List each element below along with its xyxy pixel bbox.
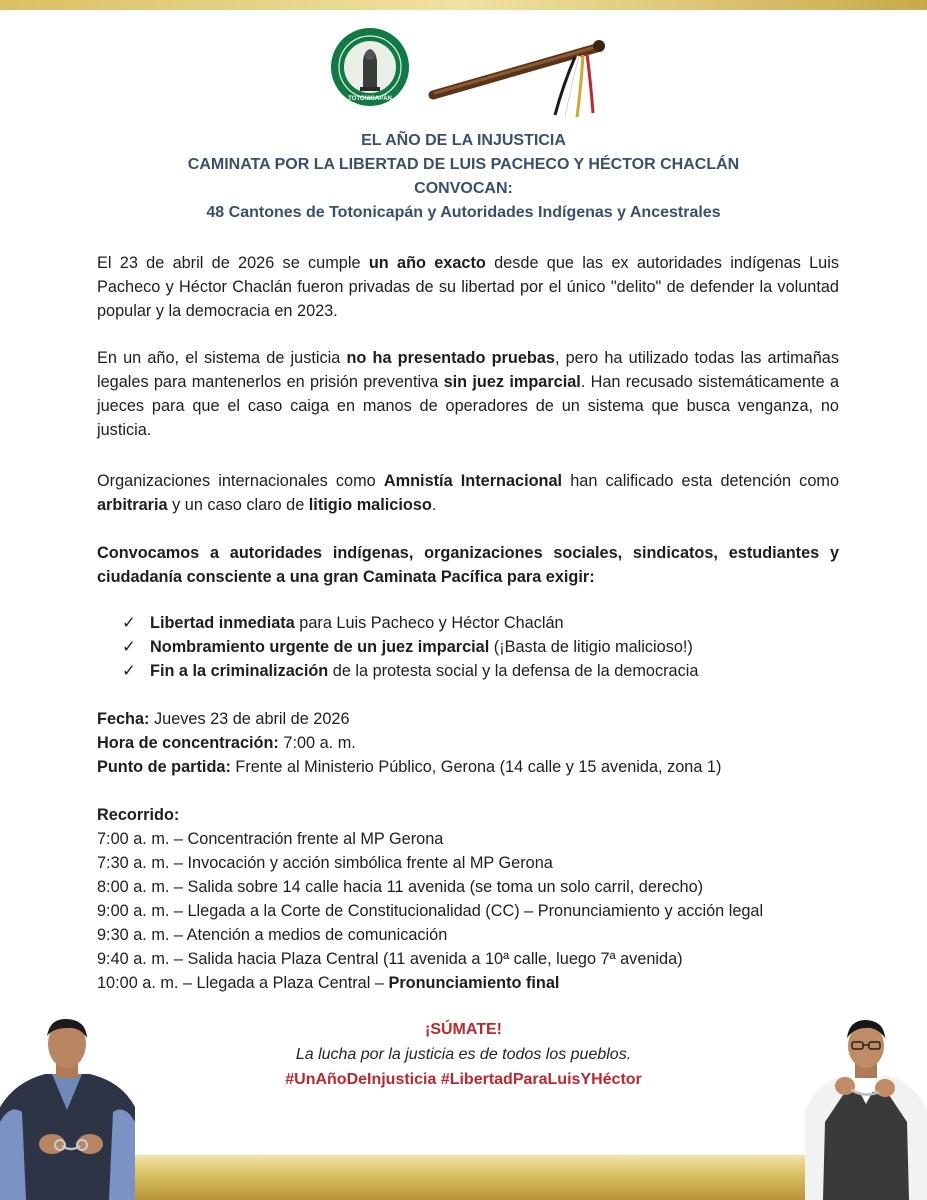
event-start-point: Punto de partida: Frente al Ministerio Público, Gerona (14 calle y 15 avenida, zona 1) [97,758,722,776]
page-title: EL AÑO DE LA INJUSTICIA [361,132,566,149]
portrait-luis-pacheco [0,1012,135,1200]
hashtags: #UnAñoDeInjusticia #LibertadParaLuisYHéctor [285,1071,642,1088]
staff-of-authority-icon [425,35,625,125]
route-item: 9:30 a. m. – Atención a medios de comunicación [97,926,448,944]
demand-item: ✓ Libertad inmediata para Luis Pacheco y Héctor Chaclán [122,614,564,632]
route-item: 7:30 a. m. – Invocación y acción simbólica frente al MP Gerona [97,854,553,872]
organizers-line: 48 Cantones de Totonicapán y Autoridades Indígenas y Ancestrales [206,204,721,221]
route-item: 9:00 a. m. – Llegada a la Corte de Constitucionalidad (CC) – Pronunciamiento y acción legal [97,902,764,920]
top-gold-band [0,0,927,10]
event-time: Hora de concentración: 7:00 a. m. [97,734,356,752]
route-item: 10:00 a. m. – Llegada a Plaza Central – Pronunciamiento final [97,974,560,992]
event-date: Fecha: Jueves 23 de abril de 2026 [97,710,350,728]
checkmark-icon: ✓ [122,614,136,632]
portrait-hector-chaclan [805,1012,927,1200]
checkmark-icon: ✓ [122,638,136,656]
bottom-gold-band [0,1155,927,1200]
sumate-heading: ¡SÚMATE! [424,1021,503,1038]
checkmark-icon: ✓ [122,662,136,680]
route-heading: Recorrido: [97,806,180,824]
demand-item: ✓ Nombramiento urgente de un juez imparcial (¡Basta de litigio malicioso!) [122,638,693,656]
demand-item: ✓ Fin a la criminalización de la protesta social y la defensa de la democracia [122,662,699,680]
route-item: 7:00 a. m. – Concentración frente al MP Gerona [97,830,444,848]
call-to-action-paragraph: Convocamos a autoridades indígenas, organizaciones sociales, sindicatos, estudiantes y ciudadanía consciente a una gran Caminata Pacífica para exigir: [97,544,839,586]
route-item: 8:00 a. m. – Salida sobre 14 calle hacia 11 avenida (se toma un solo carril, derecho) [97,878,704,896]
slogan: La lucha por la justicia es de todos los pueblos. [295,1046,632,1063]
paragraph-anniversary: El 23 de abril de 2026 se cumple un año exacto desde que las ex autoridades indígenas Luis Pacheco y Héctor Chaclán fueron privadas de su libertad por el único "delito" de defender la voluntad popular y la democracia en 2023. [97,254,839,320]
paragraph-no-evidence: En un año, el sistema de justicia no ha presentado pruebas, pero ha utilizado todas las artimañas legales para mantenerlos en prisión preventiva sin juez imparcial. Han recusado sistemáticamente a jueces para que el caso caiga en manos de operadores de un sistema que busca venganza, no justicia. [97,349,840,439]
seal-text: TOTONICAPÁN [348,96,392,102]
paragraph-amnesty: Organizaciones internacionales como Amnistía Internacional han calificado esta detención como arbitraria y un caso claro de litigio malicioso. [97,472,839,514]
convocan-heading: CONVOCAN: [414,180,513,197]
totonicapan-seal-logo [330,27,410,107]
page-subtitle: CAMINATA POR LA LIBERTAD DE LUIS PACHECO Y HÉCTOR CHACLÁN [187,156,740,173]
route-item: 9:40 a. m. – Salida hacia Plaza Central (11 avenida a 10ª calle, luego 7ª avenida) [97,950,683,968]
